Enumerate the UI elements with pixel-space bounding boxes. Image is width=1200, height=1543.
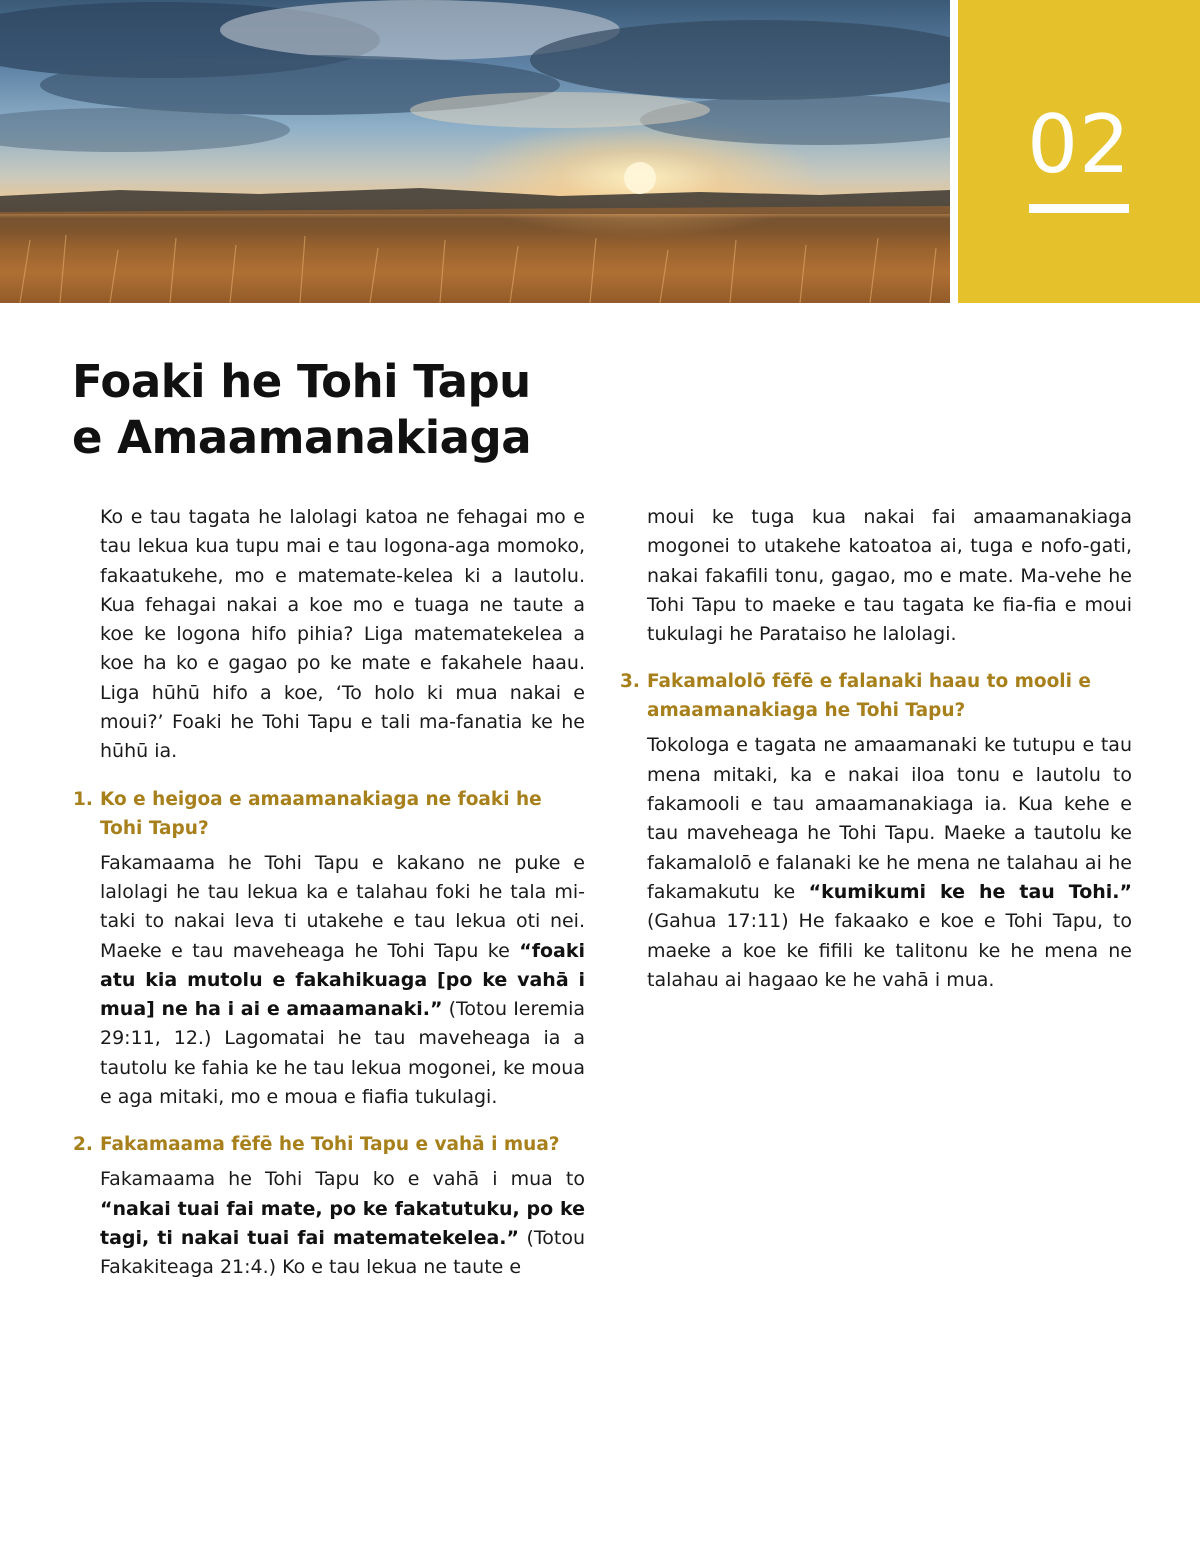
wheat-field-sunset-image bbox=[0, 0, 950, 303]
page-title bbox=[72, 354, 772, 466]
answer-3-quote: “kumikumi ke he tau Tohi.” bbox=[808, 880, 1133, 903]
title-line-2: e Amaamanakiaga bbox=[72, 411, 532, 464]
answer-1-part-1: Fakamaama he Tohi Tapu e kakano ne puke e lalolagi he tau lekua ka e talahau foki he tala mi-taki to nakai leva ti utakehe e tau lekua oti nei. Maeke e tau maveheaga he Tohi Tapu ke bbox=[100, 851, 585, 962]
question-2 bbox=[73, 1130, 585, 1159]
answer-2-quote: “nakai tuai fai mate, po ke fakatutuku, po ke tagi, ti nakai tuai fai matematekelea.” bbox=[100, 1197, 585, 1249]
answer-1 bbox=[100, 849, 585, 1113]
answer-2-start bbox=[100, 1165, 585, 1282]
header-photo bbox=[0, 0, 950, 303]
right-column bbox=[620, 503, 1132, 995]
question-2-text: Fakamaama fēfē he Tohi Tapu e vahā i mua? bbox=[100, 1134, 560, 1156]
question-1 bbox=[73, 785, 585, 843]
question-3-text: Fakamalolō fēfē e falanaki haau to mooli e amaamanakiaga he Tohi Tapu? bbox=[647, 671, 1091, 722]
chapter-number: 02 bbox=[1027, 98, 1131, 191]
intro-paragraph: Ko e tau tagata he lalolagi katoa ne fehagai mo e tau lekua kua tupu mai e tau logona-aga momoko, fakaatukehe, mo e matemate-kelea ki a lautolu. Kua fehagai nakai a koe mo e tuaga ne taute a koe ke logona hifo pihia? Liga matematekelea a koe ha ko e gagao po ke mate e fakahele haau. Liga hūhū hifo a koe, ‘To holo ki mua nakai e moui?’ Foaki he Tohi Tapu e tali ma-fanatia ke he hūhū ia. bbox=[100, 506, 585, 763]
answer-2-part-1: Fakamaama he Tohi Tapu ko e vahā i mua to bbox=[100, 1168, 585, 1191]
question-1-text: Ko e heigoa e amaamanakiaga ne foaki he Tohi Tapu? bbox=[100, 788, 542, 839]
answer-3-part-1: Tokologa e tagata ne amaamanaki ke tutupu e tau mena mitaki, ka e nakai iloa tonu e lautolu to fakamooli e tau amaamanakiaga ia. Kua kehe e tau maveheaga he Tohi Tapu. Maeke a tautolu ke fakamalolō e falanaki ke he mena ne talahau ai he fakamakutu ke bbox=[647, 734, 1132, 903]
question-3-number: 3. bbox=[620, 671, 640, 693]
chapter-underline bbox=[1029, 204, 1129, 213]
title-line-1: Foaki he Tohi Tapu bbox=[72, 355, 531, 408]
question-2-number: 2. bbox=[73, 1134, 93, 1156]
answer-1-quote: “foaki atu kia mutolu e fakahikuaga [po ke vahā i mua] ne ha i ai e amaamanaki.” bbox=[100, 939, 585, 1021]
answer-1-part-3: (Totou Ieremia 29:11, 12.) Lagomatai he tau maveheaga ia a tautolu ke fahia ke he tau lekua mogonei, ke moua e aga mitaki, mo e moua e fiafia tukulagi. bbox=[100, 998, 586, 1109]
left-column bbox=[73, 503, 585, 1283]
question-1-number: 1. bbox=[73, 788, 93, 810]
answer-2-continued: moui ke tuga kua nakai fai amaamanakiaga mogonei to utakehe katoatoa ai, tuga e nofo-gati, nakai fakafili tonu, gagao, mo e mate. Ma-vehe he Tohi Tapu to maeke e tau tagata ke fia-fia e moui tukulagi he Parataiso he lalolagi. bbox=[647, 506, 1132, 646]
question-3 bbox=[620, 667, 1132, 725]
answer-2-part-3: (Totou Fakakiteaga 21:4.) Ko e tau lekua ne taute e bbox=[100, 1226, 585, 1279]
answer-3-part-3: (Gahua 17:11) He fakaako e koe e Tohi Tapu, to maeke a koe ke fifili ke talitonu ke he mena ne talahau ai hagaao ke he vahā i mua. bbox=[647, 910, 1132, 991]
answer-3 bbox=[647, 731, 1132, 995]
chapter-tab bbox=[958, 0, 1200, 303]
